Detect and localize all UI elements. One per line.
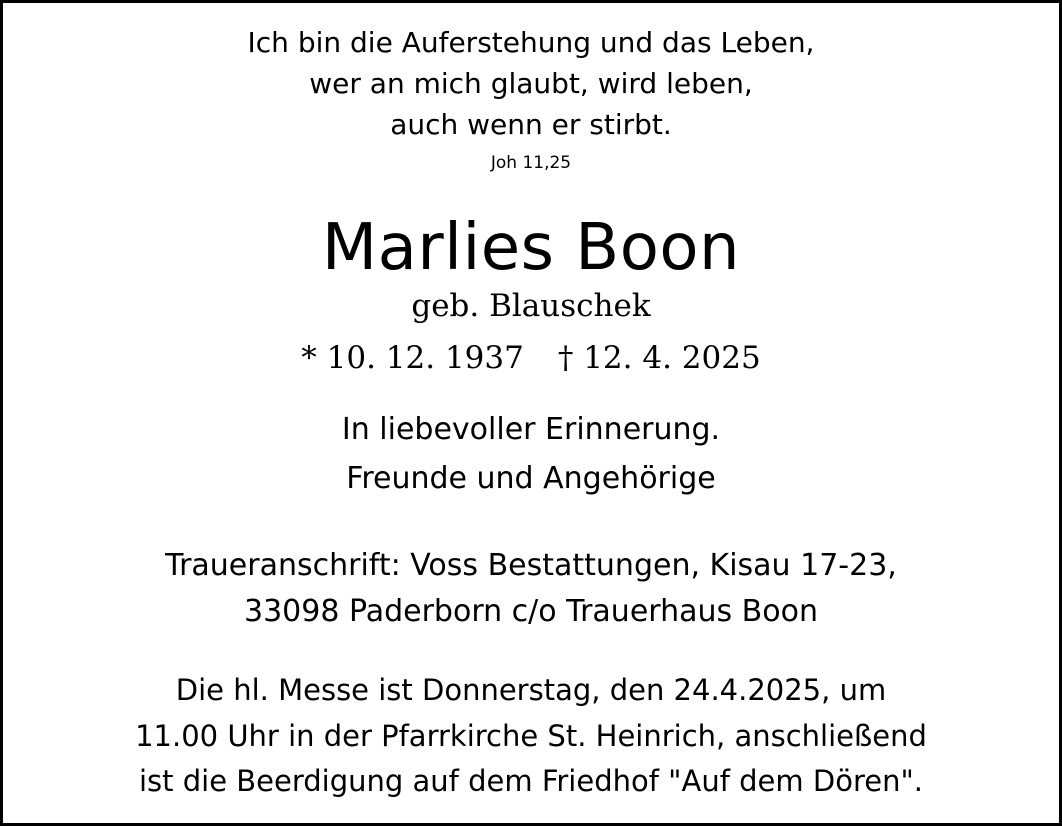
address-line: Traueranschrift: Voss Bestattungen, Kisau 17-23, <box>165 548 897 583</box>
verse-line: wer an mich glaubt, wird leben, <box>309 67 753 100</box>
service-line: 11.00 Uhr in der Pfarrkirche St. Heinrich, anschließend <box>135 719 927 753</box>
death-date: † 12. 4. 2025 <box>557 340 761 376</box>
mourners-line: Freunde und Angehörige <box>346 461 716 496</box>
deceased-name: Marlies Boon <box>321 211 741 285</box>
maiden-name: geb. Blauschek <box>411 288 651 324</box>
remembrance-line: In liebevoller Erinnerung. <box>341 412 721 447</box>
life-dates <box>3 340 1059 376</box>
address-line: 33098 Paderborn c/o Trauerhaus Boon <box>244 594 818 629</box>
service-line: ist die Beerdigung auf dem Friedhof "Auf dem Dören". <box>138 764 924 798</box>
verse-line: Ich bin die Auferstehung und das Leben, <box>247 26 815 59</box>
verse-line: auch wenn er stirbt. <box>390 108 672 141</box>
birth-date: * 10. 12. 1937 <box>301 340 524 376</box>
verse-reference: Joh 11,25 <box>490 153 572 173</box>
service-line: Die hl. Messe ist Donnerstag, den 24.4.2025, um <box>175 673 887 707</box>
